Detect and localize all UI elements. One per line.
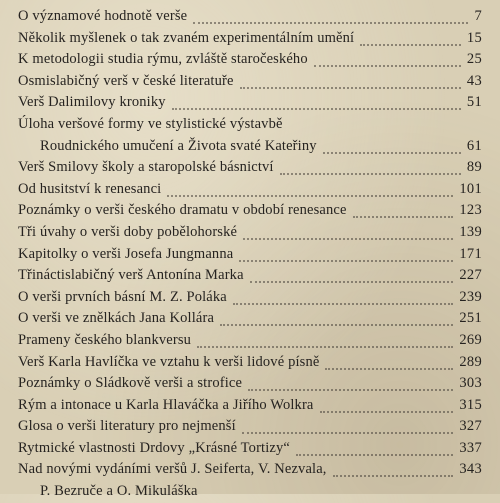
toc-entry-title: Glosa o verši literatury pro nejmenší [18, 418, 236, 435]
toc-entry-title: Tři úvahy o verši doby pobělohorské [18, 223, 238, 240]
toc-entry-page-number: 61 [466, 137, 482, 154]
toc-entry-title: Kapitolky o verši Josefa Jungmanna [18, 245, 234, 262]
toc-entry-title: Několik myšlenek o tak zvaném experimentálním umění [18, 29, 355, 46]
toc-entry [0, 114, 500, 136]
toc-entry-page-number: 227 [459, 267, 482, 284]
toc-entry-page-number: 327 [459, 418, 482, 435]
dot-leader [233, 301, 453, 305]
toc-entry-title: Rytmické vlastnosti Drdovy „Krásné Tortizy“ [18, 439, 290, 456]
toc-entry-page-number: 251 [459, 310, 482, 327]
toc-entry [0, 157, 500, 179]
toc-entry [0, 136, 500, 158]
dot-leader [323, 150, 461, 154]
table-of-contents [0, 6, 500, 503]
toc-entry-page-number: 239 [459, 288, 482, 305]
dot-leader [360, 42, 461, 46]
toc-entry [0, 6, 500, 28]
toc-entry [0, 244, 500, 266]
toc-entry-page-number: 89 [466, 159, 482, 176]
toc-entry [0, 92, 500, 114]
toc-entry [0, 459, 500, 481]
toc-entry-page-number: 289 [459, 353, 482, 370]
toc-entry-page-number: 303 [459, 375, 482, 392]
dot-leader [220, 322, 453, 326]
toc-entry-title: Nad novými vydáními veršů J. Seiferta, V. Nezvala, [18, 461, 327, 478]
dot-leader [239, 258, 453, 262]
toc-entry-title: Roudnického umučení a Života svaté Kateřiny [40, 137, 317, 154]
toc-entry-page-number: 101 [459, 180, 482, 197]
toc-entry-title: Poznámky o Sládkově verši a strofice [18, 375, 243, 392]
dot-leader [242, 430, 454, 434]
dot-leader [167, 193, 453, 197]
toc-entry [0, 373, 500, 395]
dot-leader [197, 344, 453, 348]
toc-entry-page-number: 51 [466, 94, 482, 111]
toc-entry-title: Prameny českého blankversu [18, 331, 192, 348]
toc-entry-page-number: 15 [466, 29, 482, 46]
toc-entry-title: Verš Dalimilovy kroniky [18, 94, 166, 111]
toc-entry-title: O významové hodnotě verše [18, 8, 188, 24]
toc-entry-title: P. Bezruče a O. Mikuláška [40, 483, 198, 500]
dot-leader [248, 387, 453, 391]
toc-entry-page-number: 337 [459, 439, 482, 456]
toc-entry-title: Od husitství k renesanci [18, 180, 162, 197]
toc-entry [0, 395, 500, 417]
toc-entry-page-number: 25 [466, 51, 482, 68]
dot-leader [193, 20, 468, 24]
toc-entry-title: Rým a intonace u Karla Hlaváčka a Jiřího Wolkra [18, 396, 314, 413]
dot-leader [172, 106, 461, 110]
dot-leader [325, 366, 453, 370]
toc-entry-title: Třináctislabičný verš Antonína Marka [18, 267, 244, 284]
toc-entry [0, 28, 500, 50]
toc-entry-title: Verš Karla Havlíčka ve vztahu k verši lidové písně [18, 353, 320, 370]
dot-leader [280, 171, 461, 175]
dot-leader [314, 63, 461, 67]
toc-entry [0, 71, 500, 93]
toc-entry-page-number: 315 [459, 396, 482, 413]
toc-entry [0, 330, 500, 352]
toc-entry [0, 438, 500, 460]
toc-entry-title: O verši prvních básní M. Z. Poláka [18, 288, 227, 305]
toc-entry [0, 179, 500, 201]
toc-entry [0, 200, 500, 222]
toc-entry-title: K metodologii studia rýmu, zvláště staročeského [18, 51, 308, 68]
toc-entry-page-number: 343 [459, 461, 482, 478]
toc-entry-title: O verši ve znělkách Jana Kollára [18, 310, 215, 327]
toc-entry [0, 352, 500, 374]
toc-entry [0, 265, 500, 287]
toc-entry [0, 49, 500, 71]
toc-entry-title: Poznámky o verši českého dramatu v období renesance [18, 202, 347, 219]
toc-entry [0, 481, 500, 503]
dot-leader [320, 409, 454, 413]
toc-entry-page-number: 43 [466, 72, 482, 89]
toc-entry [0, 222, 500, 244]
toc-entry [0, 308, 500, 330]
dot-leader [243, 236, 453, 240]
toc-entry-title: Úloha veršové formy ve stylistické výstavbě [18, 115, 283, 132]
toc-entry-page-number: 7 [474, 8, 482, 24]
toc-entry-title: Osmislabičný verš v české literatuře [18, 72, 234, 89]
toc-entry-title: Verš Smilovy školy a staropolské básnictví [18, 159, 274, 176]
toc-entry-page-number: 139 [459, 223, 482, 240]
dot-leader [353, 214, 454, 218]
toc-entry [0, 416, 500, 438]
dot-leader [250, 279, 454, 283]
dot-leader [333, 473, 454, 477]
toc-entry-page-number: 269 [459, 331, 482, 348]
dot-leader [296, 452, 453, 456]
toc-entry [0, 287, 500, 309]
dot-leader [240, 85, 461, 89]
toc-entry-page-number: 171 [459, 245, 482, 262]
toc-entry-page-number: 123 [459, 202, 482, 219]
